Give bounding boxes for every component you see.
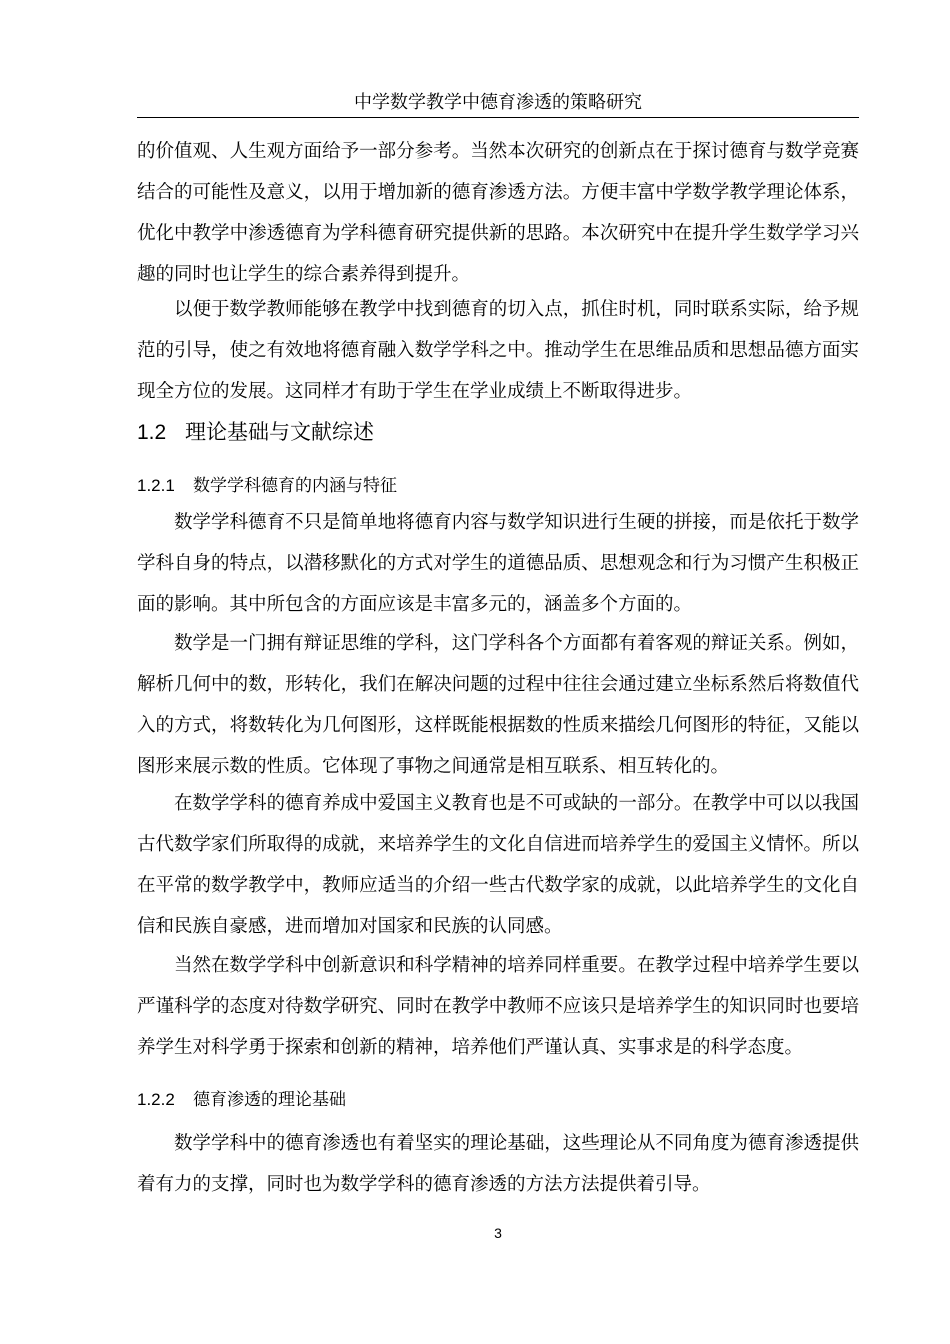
subsection-title: 德育渗透的理论基础 [193,1090,346,1110]
paragraph-patriotism: 在数学学科的德育养成中爱国主义教育也是不可或缺的一部分。在教学中可以以我国古代数学家们所取得的成就，来培养学生的文化自信进而培养学生的爱国主义情怀。所以在平常的数学教学中，教师应适当的介绍一些古代数学家的成就，以此培养学生的文化自信和民族自豪感，进而增加对国家和民族的认同感。 [137,793,859,937]
header-rule [137,117,859,118]
subsection-number: 1.2.1 [137,476,175,495]
running-header: 中学数学教学中德育渗透的策略研究 [354,92,642,113]
paragraph-theoretical-basis: 数学学科中的德育渗透也有着坚实的理论基础，这些理论从不同角度为德育渗透提供着有力的支撑，同时也为数学学科的德育渗透的方法方法提供着引导。 [137,1133,859,1195]
paragraph-scientific-spirit: 当然在数学学科中创新意识和科学精神的培养同样重要。在教学过程中培养学生要以严谨科学的态度对待数学研究、同时在教学中教师不应该只是培养学生的知识同时也要培养学生对科学勇于探索和创新的精神，培养他们严谨认真、实事求是的科学态度。 [137,955,859,1058]
subsection-heading-1-2-2 [137,1086,346,1114]
section-title: 理论基础与文献综述 [185,420,374,444]
subsection-number: 1.2.2 [137,1090,175,1109]
subsection-title: 数学学科德育的内涵与特征 [193,476,397,496]
subsection-heading-1-2-1 [137,472,397,500]
paragraph-moral-education-definition: 数学学科德育不只是简单地将德育内容与数学知识进行生硬的拼接，而是依托于数学学科自身的特点，以潜移默化的方式对学生的道德品质、思想观念和行为习惯产生积极正面的影响。其中所包含的方面应该是丰富多元的，涵盖多个方面的。 [137,512,859,615]
paragraph-continuation: 的价值观、人生观方面给予一部分参考。当然本次研究的创新点在于探讨德育与数学竞赛结合的可能性及意义，以用于增加新的德育渗透方法。方便丰富中学数学教学理论体系，优化中教学中渗透德育为学科德育研究提供新的思路。本次研究中在提升学生数学学习兴趣的同时也让学生的综合素养得到提升。 [137,141,859,285]
paragraph-research-purpose: 以便于数学教师能够在教学中找到德育的切入点，抓住时机，同时联系实际，给予规范的引导，使之有效地将德育融入数学学科之中。推动学生在思维品质和思想品德方面实现全方位的发展。这同样才有助于学生在学业成绩上不断取得进步。 [137,299,859,402]
section-number: 1.2 [137,421,167,444]
section-heading-1-2 [137,414,374,451]
page-number: 3 [494,1225,502,1241]
paragraph-dialectical-thinking: 数学是一门拥有辩证思维的学科，这门学科各个方面都有着客观的辩证关系。例如，解析几何中的数，形转化，我们在解决问题的过程中往往会通过建立坐标系然后将数值代入的方式，将数转化为几何图形，这样既能根据数的性质来描绘几何图形的特征，又能以图形来展示数的性质。它体现了事物之间通常是相互联系、相互转化的。 [137,633,859,777]
